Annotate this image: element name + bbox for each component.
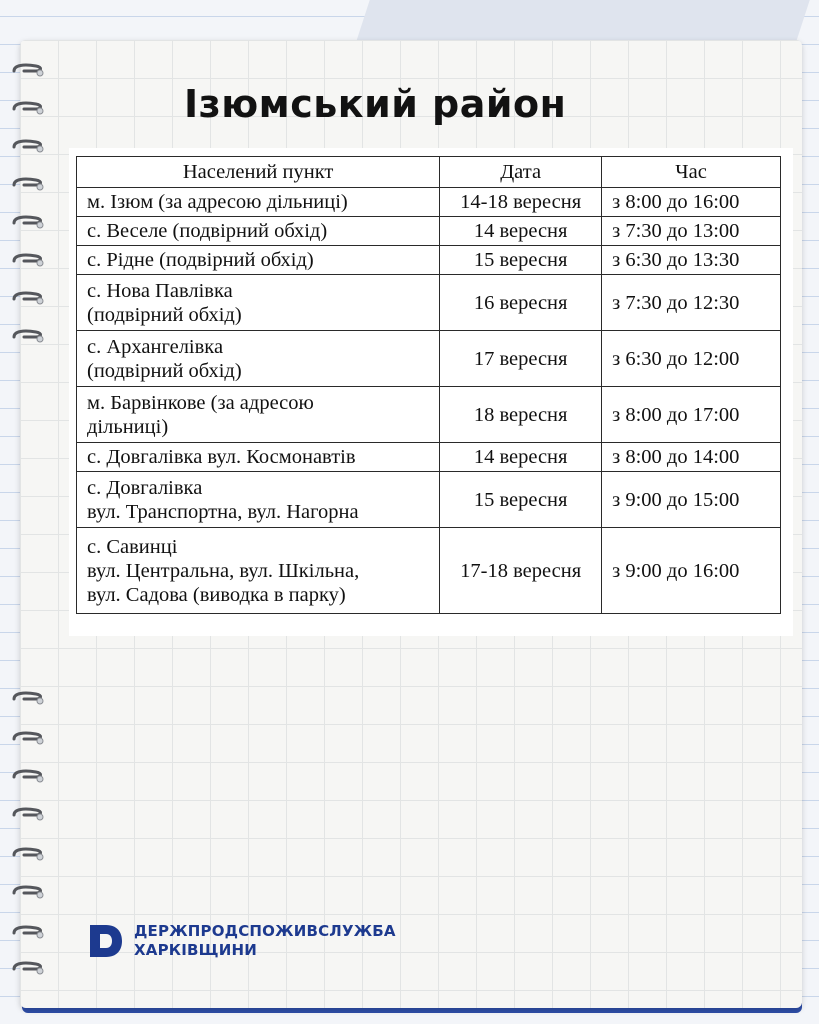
spiral-ring-icon <box>10 62 44 80</box>
table-row <box>77 331 781 387</box>
time-cell: з 8:00 до 16:00 <box>602 188 781 217</box>
time-cell: з 6:30 до 13:30 <box>602 246 781 275</box>
header-time: Час <box>602 157 781 188</box>
spiral-ring-icon <box>10 768 44 786</box>
place-cell: с. Рідне (подвірний обхід) <box>77 246 440 275</box>
header-date: Дата <box>440 157 602 188</box>
spiral-ring-icon <box>10 884 44 902</box>
time-cell: з 7:30 до 12:30 <box>602 275 781 331</box>
table-header-row <box>77 157 781 188</box>
page-title: Ізюмський район <box>184 82 567 126</box>
table-row <box>77 217 781 246</box>
table-row <box>77 246 781 275</box>
logo-line-1: ДЕРЖПРОДСПОЖИВСЛУЖБА <box>134 922 396 940</box>
table-row <box>77 275 781 331</box>
spiral-ring-icon <box>10 290 44 308</box>
spiral-ring-icon <box>10 846 44 864</box>
table-row <box>77 387 781 443</box>
place-cell: с. Савинці вул. Центральна, вул. Шкільна, вул. Садова (виводка в парку) <box>77 528 440 614</box>
time-cell: з 8:00 до 14:00 <box>602 443 781 472</box>
spiral-ring-icon <box>10 100 44 118</box>
time-cell: з 9:00 до 16:00 <box>602 528 781 614</box>
table-row <box>77 472 781 528</box>
header-place: Населений пункт <box>77 157 440 188</box>
spiral-ring-icon <box>10 806 44 824</box>
time-cell: з 6:30 до 12:00 <box>602 331 781 387</box>
time-cell: з 8:00 до 17:00 <box>602 387 781 443</box>
logo-line-2: ХАРКІВЩИНИ <box>134 941 257 959</box>
spiral-ring-icon <box>10 730 44 748</box>
place-cell: с. Нова Павлівка (подвірний обхід) <box>77 275 440 331</box>
schedule-table <box>76 156 781 614</box>
time-cell: з 9:00 до 15:00 <box>602 472 781 528</box>
place-cell: м. Барвінкове (за адресою дільниці) <box>77 387 440 443</box>
place-cell: с. Довгалівка вул. Космонавтів <box>77 443 440 472</box>
place-cell: с. Архангелівка (подвірний обхід) <box>77 331 440 387</box>
date-cell: 15 вересня <box>440 472 602 528</box>
table-row <box>77 528 781 614</box>
date-cell: 14-18 вересня <box>440 188 602 217</box>
logo <box>88 922 396 960</box>
spiral-ring-icon <box>10 214 44 232</box>
spiral-ring-icon <box>10 924 44 942</box>
time-cell: з 7:30 до 13:00 <box>602 217 781 246</box>
date-cell: 17-18 вересня <box>440 528 602 614</box>
spiral-ring-icon <box>10 960 44 978</box>
date-cell: 14 вересня <box>440 443 602 472</box>
date-cell: 16 вересня <box>440 275 602 331</box>
logo-text <box>134 922 396 960</box>
date-cell: 15 вересня <box>440 246 602 275</box>
d-logo-icon <box>88 923 124 959</box>
spiral-ring-icon <box>10 328 44 346</box>
spiral-ring-icon <box>10 690 44 708</box>
place-cell: м. Ізюм (за адресою дільниці) <box>77 188 440 217</box>
date-cell: 17 вересня <box>440 331 602 387</box>
date-cell: 14 вересня <box>440 217 602 246</box>
table-row <box>77 188 781 217</box>
date-cell: 18 вересня <box>440 387 602 443</box>
spiral-ring-icon <box>10 138 44 156</box>
spiral-ring-icon <box>10 252 44 270</box>
table-row <box>77 443 781 472</box>
spiral-ring-icon <box>10 176 44 194</box>
place-cell: с. Довгалівка вул. Транспортна, вул. Нагорна <box>77 472 440 528</box>
place-cell: с. Веселе (подвірний обхід) <box>77 217 440 246</box>
